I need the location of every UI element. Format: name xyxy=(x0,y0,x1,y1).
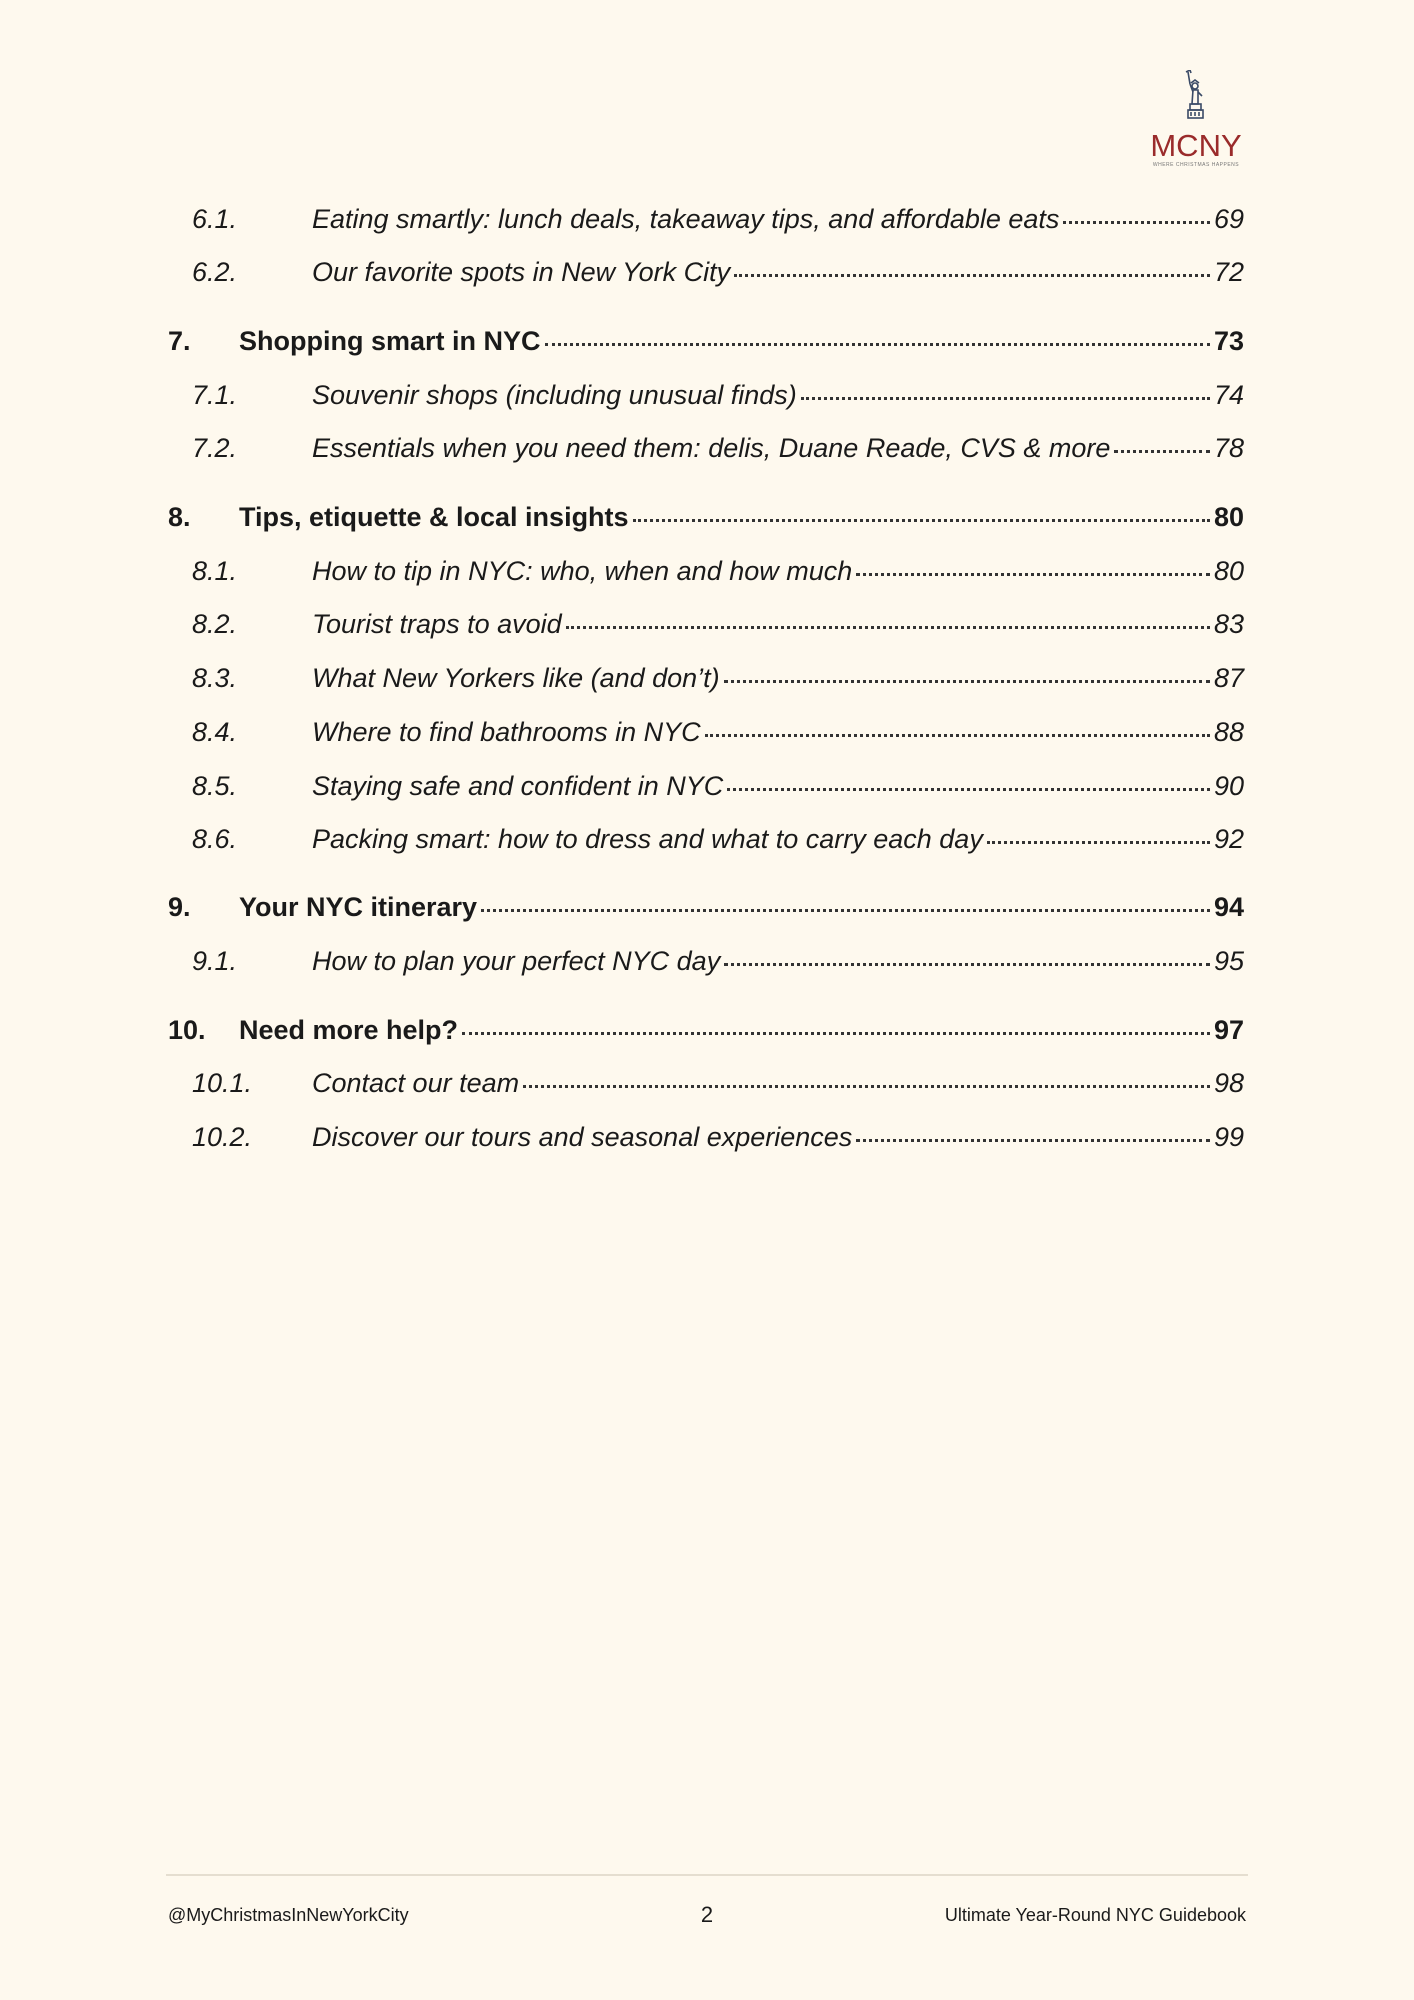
toc-entry[interactable] xyxy=(168,1063,1244,1103)
dot-leader xyxy=(1063,221,1210,224)
statue-of-liberty-icon xyxy=(1182,70,1210,130)
toc-title: Tourist traps to avoid xyxy=(312,609,562,639)
brand-name: MCNY xyxy=(1150,128,1242,163)
toc-number: 8.6. xyxy=(192,824,238,854)
toc-title: Shopping smart in NYC xyxy=(239,326,541,356)
toc-entry[interactable] xyxy=(168,604,1244,644)
toc-entry[interactable] xyxy=(168,1117,1244,1157)
toc-entry[interactable] xyxy=(168,428,1244,468)
toc-entry[interactable] xyxy=(168,252,1244,292)
toc-title: Essentials when you need them: delis, Duane Reade, CVS & more xyxy=(312,433,1111,463)
footer-social-handle: @MyChristmasInNewYorkCity xyxy=(168,1905,409,1925)
toc-title: Eating smartly: lunch deals, takeaway tips, and affordable eats xyxy=(312,204,1060,234)
toc-page: 97 xyxy=(1213,1015,1244,1045)
toc-title: How to plan your perfect NYC day xyxy=(312,946,721,976)
toc-number: 10.2. xyxy=(192,1122,253,1152)
toc-page: 80 xyxy=(1213,502,1244,532)
toc-page: 73 xyxy=(1213,326,1244,356)
toc-page: 83 xyxy=(1213,609,1244,639)
toc-entry[interactable] xyxy=(168,819,1244,859)
toc-title: Our favorite spots in New York City xyxy=(312,257,731,287)
toc-number: 7. xyxy=(168,326,191,356)
toc-number: 8.3. xyxy=(192,663,238,693)
toc-number: 8.2. xyxy=(192,609,238,639)
toc-number: 9. xyxy=(168,892,191,922)
toc-number: 8.4. xyxy=(192,717,238,747)
toc-page: 87 xyxy=(1213,663,1244,693)
dot-leader xyxy=(1114,450,1210,453)
dot-leader xyxy=(566,626,1210,629)
toc-entry[interactable] xyxy=(168,941,1244,981)
footer-book-title: Ultimate Year-Round NYC Guidebook xyxy=(944,1905,1246,1925)
toc-page: 80 xyxy=(1213,556,1244,586)
toc-number: 6.1. xyxy=(192,204,238,234)
dot-leader xyxy=(801,397,1210,400)
toc-number: 8.5. xyxy=(192,771,238,801)
toc-entry[interactable] xyxy=(168,375,1244,415)
dot-leader xyxy=(705,734,1210,737)
dot-leader xyxy=(856,1139,1210,1142)
toc-page: 74 xyxy=(1213,380,1244,410)
dot-leader xyxy=(734,274,1210,277)
toc-number: 8.1. xyxy=(192,556,238,586)
toc-page: 98 xyxy=(1213,1068,1244,1098)
toc-chapter[interactable] xyxy=(168,887,1244,927)
brand-logo xyxy=(1140,70,1252,170)
toc-title: Staying safe and confident in NYC xyxy=(312,771,724,801)
toc-page: 99 xyxy=(1213,1122,1244,1152)
dot-leader xyxy=(633,519,1210,522)
toc-number: 7.1. xyxy=(192,380,238,410)
toc-entry[interactable] xyxy=(168,199,1244,239)
toc-entry[interactable] xyxy=(168,658,1244,698)
toc-title: Contact our team xyxy=(312,1068,520,1098)
toc-title: Tips, etiquette & local insights xyxy=(239,502,629,532)
toc-title: Your NYC itinerary xyxy=(239,892,478,922)
toc-title: Where to find bathrooms in NYC xyxy=(312,717,701,747)
toc-title: Discover our tours and seasonal experiences xyxy=(312,1122,853,1152)
toc-number: 9.1. xyxy=(192,946,238,976)
toc-title: Souvenir shops (including unusual finds) xyxy=(312,380,797,410)
toc-number: 6.2. xyxy=(192,257,238,287)
toc-entry[interactable] xyxy=(168,551,1244,591)
footer-divider xyxy=(166,1874,1248,1876)
toc-number: 10. xyxy=(168,1015,206,1045)
toc-page: 95 xyxy=(1213,946,1244,976)
toc-page: 92 xyxy=(1213,824,1244,854)
dot-leader xyxy=(481,909,1210,912)
dot-leader xyxy=(724,680,1210,683)
dot-leader xyxy=(724,963,1210,966)
toc-chapter[interactable] xyxy=(168,1010,1244,1050)
toc-page: 69 xyxy=(1213,204,1244,234)
dot-leader xyxy=(545,343,1210,346)
dot-leader xyxy=(856,573,1210,576)
toc-title: How to tip in NYC: who, when and how much xyxy=(312,556,853,586)
toc-entry[interactable] xyxy=(168,712,1244,752)
dot-leader xyxy=(462,1032,1210,1035)
toc-page: 90 xyxy=(1213,771,1244,801)
toc-number: 8. xyxy=(168,502,191,532)
toc-entry[interactable] xyxy=(168,766,1244,806)
toc-page: 94 xyxy=(1213,892,1244,922)
brand-tagline: WHERE CHRISTMAS HAPPENS xyxy=(1152,162,1240,168)
toc-number: 10.1. xyxy=(192,1068,253,1098)
footer-page-number: 2 xyxy=(700,1902,714,1927)
toc-title: Packing smart: how to dress and what to carry each day xyxy=(312,824,983,854)
toc-page: 88 xyxy=(1213,717,1244,747)
toc-page: 72 xyxy=(1213,257,1244,287)
toc-page: 78 xyxy=(1213,433,1244,463)
dot-leader xyxy=(727,788,1210,791)
toc-title: Need more help? xyxy=(239,1015,459,1045)
dot-leader xyxy=(523,1085,1210,1088)
toc-chapter[interactable] xyxy=(168,321,1244,361)
toc-chapter[interactable] xyxy=(168,497,1244,537)
toc-number: 7.2. xyxy=(192,433,238,463)
toc-title: What New Yorkers like (and don’t) xyxy=(312,663,720,693)
dot-leader xyxy=(987,841,1210,844)
